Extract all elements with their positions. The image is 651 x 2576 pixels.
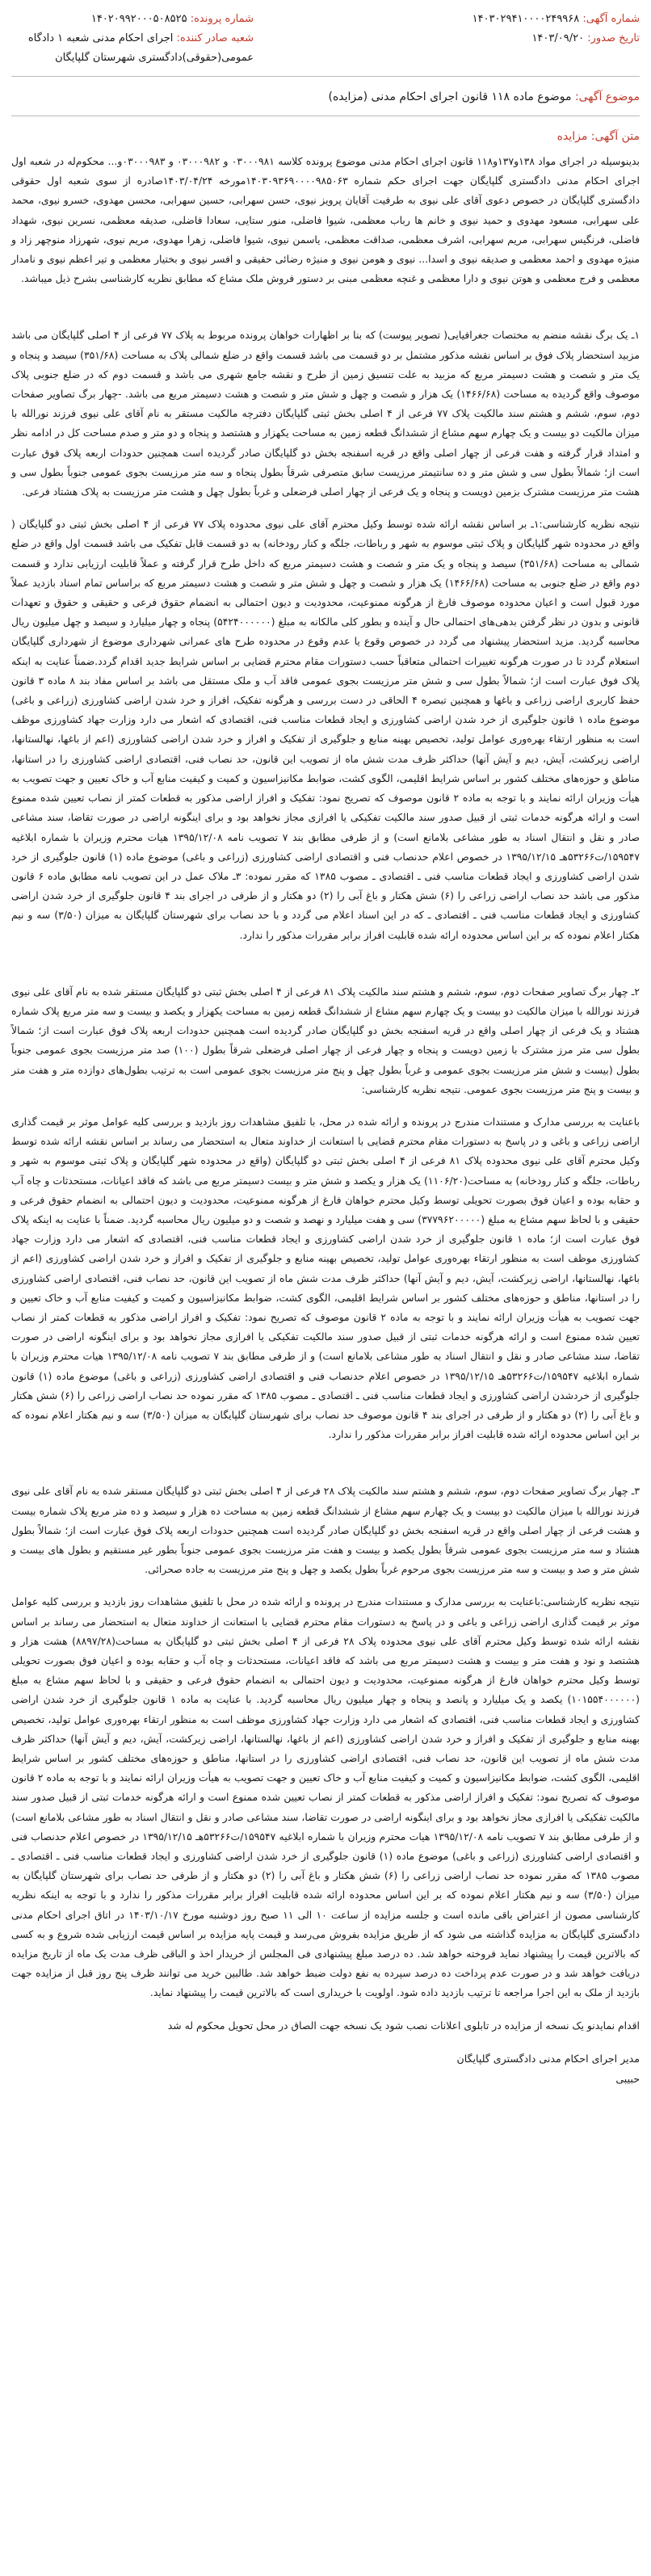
section-gap xyxy=(11,301,640,326)
header-divider xyxy=(11,76,640,77)
notice-header xyxy=(11,10,640,68)
plot-77-description: ۱ـ یک برگ نقشه منضم به مختصات جغرافیایی( تصویر پیوست) که بنا بر اظهارات خواهان پرونده مربوط به پلاک ۷۷ فرعی از ۴ اصلی گلپایگان می باشد مزبید استحضار پلاک فوق بر اساس نقشه مذکور مشتمل بر دو قسمت می باشد قسمت واقع در ضلع شمالی پلاک به مساحت (۳۵۱/۶۸) سیصد و پنجاه و یک متر و شصت و هشت دسیمتر مربع که مزبید به علت تنسیق زمین از طرح و نقشه جامع شهری می باشد و قسمت دوم که در ضلع جنوبی پلاک موصوف واقع گردیده به مساحت (۱۴۶۶/۶۸) یک هزار و شصت و چهل و شش متر و شصت و هشت دسیمتر مربع می باشد. -چهار برگ تصاویر صفحات دوم، سوم، ششم و هشتم سند مالکیت پلاک ۷۷ فرعی از ۴ اصلی بخش ثبتی گلپایگان دفترچه مالکیت مستقر به نام آقای علی نیوی فرزند نورالله با میزان مالکیت دو بیست و یک چهارم سهم مشاع از ششدانگ قطعه زمین به مساحت یکهزار و هشتصد و پنجاه و دو متر و صدم مساحت کل در ادامه نظر و امتداد قرار گرفته و هفت فرعی از چهار اصلی واقع در قریه اسفنجه بخش دو گلپایگان صادر گردیده است همچنین حدودات اربعه پلاک فوق عبارت است از؛ شمالاً بطول سی و شش متر و ده سانتیمتر مرزیست سابق متصرفی شرقاً بطول پنجاه و سه متر مرزیست بجوی عمومی جنوباً بطول سی و هشت متر مرزیست مشترک بزمین دویست و پنجاه و یک فرعی از چهار اصلی فرضعلی و غرباً بطول چهل و هشت متر مرزیست به پلاک هشتاد فرعی. xyxy=(11,329,640,498)
issue-date-line xyxy=(260,29,640,48)
intro-paragraph: بدینوسیله در اجرای مواد ۱۳۸و۱۳۷و۱۱۸ قانون اجرای احکام مدنی موضوع پرونده کلاسه ۰۳۰۰۰۹۸۱ و ۰۳۰۰۰۹۸۲ و ۰۳۰۰۰۹۸۳و... محکوم‌له در شعبه اول اجرای احکام مدنی دادگستری گلپایگان جهت اجرای حکم شماره ۱۴۰۳۰۹۳۶۹۰۰۰۰۹۸۵۰۶۳مورخه ۱۴۰۳/۰۴/۲۴صادره از سوی شعبه اول حقوقی دادگستری گلپایگان در خصوص دعوی آقای علی نیوی به طرفیت آقایان پرویز نیوی، حسن سهرابی، حسین سهرابی، محسن مهدوی، خسرو نیوی، محمد علی سهرابی، مسعود مهدوی و حمید نیوی و خانم ها رباب معظمی، شیوا فاضلی، منور ستایی، سعادا فاضلی، صدیقه معظمی، نسرین نیوی، شهداد فاضلی، فرنگیس سهرابی، مریم سهرابی، اشرف معظمی، صداقت معظمی، یاسمن نیوی، شیوا فاضلی، زهرا مهدوی، مریم نیوی، شهرزاد منوچهر زاد و منیژه مهدوی و احمد معظمی و صدیقه نیوی و اسدا... نیوی و هومن نیوی و منیژه رضائی حقیقی و افسر نیوی و بختیار معظمی و تیر اعظم نیوی و نامدار معظمی و فرج معظمی و هوتن نیوی و دارا معظمی و غنچه معظمی مبنی بر دستور فروش ملک مشاع که مطابق نظریه کارشناسی بشرح ذیل میباشد. xyxy=(11,155,640,285)
section-gap xyxy=(11,958,640,982)
notice-number-label: شماره آگهی: xyxy=(582,13,640,25)
section-gap xyxy=(11,1457,640,1481)
plot-77-expert-opinion: نتیجه نظریه کارشناسی:۱ـ بر اساس نقشه ارائه شده توسط وکیل محترم آقای علی نیوی محدوده پلاک ۷۷ فرعی از ۴ اصلی بخش ثبتی دو گلپایگان ( واقع در محدوده شهر گلپایگان و پلاک ثبتی موسوم به شهر و رباطات، جلگه و کنار رودخانه) به دو قسمت قابل تفکیک می باشد قسمت اول واقع در ضلع شمالی به مساحت (۳۵۱/۶۸) سیصد و پنجاه و یک متر و شصت و هشت دسیمتر مربع که داخل طرح قرار گرفته و عملاً قابلیت ارزیابی ندارد و قسمت دوم واقع در ضلع جنوبی به مساحت (۱۴۶۶/۶۸) یک هزار و شصت و چهل و شش متر و شصت و هشت دسیمتر مربع که براساس تمام اسناد بازدید عملاً مورد قبول است و اعیان محدوده موصوف فارغ از هرگونه ممنوعیت، محدودیت و دیون احتمالی به انضمام حقوق فرعی و حقیقی و حقوق و تعهدات قانونی و بدون در نظر گرفتن بدهی‌های احتمالی حال و آینده و بطور کلی مالکانه به مبلغ (۵۴۲۴۰۰۰۰۰۰) پنجاه و چهار میلیارد و سیصد و چهل میلیون ریال محاسبه گردید. مزید استحضار پیشنهاد می گردد در خصوص وقوع یا عدم وقوع در محدوده طرح های عمرانی شهرداری موضوع از شهرداری گلپایگان استعلام گردد تا در صورت هرگونه تغییرات احتمالی متعاقباً حسب دستورات مقام محترم قضایی بر اساس شرایط جدید اقدام گردد.ضمناً عنایت به اینکه پلاک فوق عبارت است از؛ شمالاً بطول سی و شش متر مرزیست بجوی عمومی فاقد آب و ملک مستقل می باشد بر اساس مفاد بند ۸ ماده ۳ قانون حفظ کاربری اراضی زراعی و باغها و همچنین تبصره ۴ الحاقی در دست بررسی و هرگونه تفکیک، افراز و خرد شدن اراضی کشاورزی (زراعی و باغی) موضوع ماده ۱ قانون جلوگیری از خرد شدن اراضی کشاورزی و ایجاد قطعات مناسب فنی، اقتصادی که اشعار می دارد وزارت جهاد کشاورزی موظف است به منظور ارتقاء بهره‌وری عوامل تولید، تخصیص بهینه منابع و جلوگیری از تفکیک و افراز و خرد شدن اراضی کشاورزی (اعم از باغها، نهالستانها، اراضی زیرکشت، آیش، دیم و آیش آنها) حداکثر ظرف مدت شش ماه از تصویب این قانون، حد نصاب فنی، اقتصادی اراضی کشاورزی را در استانها، مناطق و حوزه‌های مختلف کشور بر اساس شرایط اقلیمی، الگوی کشت، ضوابط مکانیزاسیون و کمیت و کیفیت منابع آب و خاک تعیین و جهت تصویب به هیأت وزیران ارائه نمایند و با توجه به ماده ۲ قانون موصوف که تصریح نمود: تفکیک و افراز اراضی مذکور به قطعات کمتر از نصاب تعیین شده ممنوع است و ارائه هرگونه خدمات ثبتی از قبیل صدور سند مالکیت تفکیکی یا افرازی مجاز نخواهد بود و برای اینگونه اراضی در صورت تقاضا، سند مشاعی صادر و نقل و انتقال اسناد به طور مشاعی بلامانع است) و از طرفی مطابق بند ۷ تصویب نامه ۱۳۹۵/۱۲/۰۸ هیات محترم وزیران با شماره ابلاغیه ۱۵۹۵۴۷/ت۵۳۲۶۶هـ ۱۳۹۵/۱۲/۱۵ در خصوص اعلام حدنصاب فنی و اقتصادی اراضی کشاورزی (زراعی و باغی) موضوع ماده (۱) قانون جلوگیری از خرد شدن اراضی کشاورزی و ایجاد قطعات مناسب فنی ـ اقتصادی ـ مصوب ۱۳۸۵ که مقرر نموده: ۳ـ ملاک عمل در این تصویب نامه مطابق ماده ۶ قانون مذکور می باشد حد نصاب اراضی زراعی را (۶) شش هکتار و باغ آبی را (۲) دو هکتار و از طرفی در اجرای بند ۴ قانون جلوگیری از خرد شدن اراضی کشاورزی و ایجاد قطعات مناسب فنی ـ اقتصادی ـ که در این اسناد اعلام می گردد و با حد نصاب برای شهرستان گلپایگان به میزان (۳/۵۰) سه و نیم هکتار اعلام نموده که بر این اساس محدوده ارائه شده قابلیت افراز برابر مقررات مذکور را ندارد. xyxy=(11,518,640,941)
plot-28-expert-opinion: نتیجه نظریه کارشناسی:باعنایت به بررسی مدارک و مستندات مندرج در پرونده و ارائه شده در محل با تلفیق مشاهدات روز بازدید و بررسی کلیه عوامل موثر بر قیمت گذاری اراضی زراعی و باغی و در پاسخ به دستورات مقام محترم قضایی با استعانت از خداوند متعال به استحضار می رساند بر اساس نقشه ارائه شده توسط وکیل محترم آقای علی نیوی محدوده پلاک ۲۸ فرعی از ۴ اصلی بخش ثبتی دو گلپایگان به مساحت(۸۸۹۷/۲۸) هشت هزار و هشتصد و نود و هفت متر و بیست و هشت دسیمتر مربع می باشد که فاقد اعیانات، مستحدثات و چاه آب و حقابه بوده و اعیان فوق بصورت تحویلی توسط وکیل محترم خواهان فارغ از هرگونه ممنوعیت، محدودیت و دیون احتمالی به انضمام حقوق فرعی و حقیقی و با لحاظ سهم مشاع به مبلغ (۱۰۱۵۵۴۰۰۰۰۰۰) یکصد و یک میلیارد و پانصد و پنجاه و چهار میلیون ریال محاسبه گردید. با عنایت به ماده ۱ قانون جلوگیری از خرد شدن اراضی کشاورزی و ایجاد قطعات مناسب فنی، اقتصادی که اشعار می دارد وزارت جهاد کشاورزی موظف است به منظور ارتقاء بهره‌وری عوامل تولید، تخصیص بهینه منابع و جلوگیری از تفکیک و افراز و خرد شدن اراضی کشاورزی (اعم از باغها، نهالستانها، اراضی زیرکشت، آیش، دیم و آیش آنها) حداکثر ظرف مدت شش ماه از تصویب این قانون، حد نصاب فنی، اقتصادی اراضی کشاورزی را در استانها، مناطق و حوزه‌های مختلف کشور بر اساس شرایط اقلیمی، الگوی کشت، ضوابط مکانیزاسیون و کمیت و کیفیت منابع آب و خاک تعیین و جهت تصویب به هیأت وزیران ارائه نمایند و با توجه به ماده ۲ قانون موصوف که تصریح نمود: تفکیک و افراز اراضی مذکور به قطعات کمتر از نصاب تعیین شده ممنوع است و ارائه هرگونه خدمات ثبتی از قبیل صدور سند مالکیت تفکیکی یا افرازی مجاز نخواهد بود و برای اینگونه اراضی در صورت تقاضا، سند مشاعی صادر و نقل و انتقال اسناد به طور مشاعی بلامانع است) و از طرفی مطابق بند ۷ تصویب نامه ۱۳۹۵/۱۲/۰۸ هیات محترم وزیران با شماره ابلاغیه ۱۵۹۵۴۷/ت۵۳۲۶۶هـ ۱۳۹۵/۱۲/۱۵ در خصوص اعلام حدنصاب فنی و اقتصادی اراضی کشاورزی (زراعی و باغی) موضوع ماده (۱) قانون جلوگیری از خرد شدن اراضی کشاورزی و ایجاد قطعات مناسب فنی ـ اقتصادی ـ مصوب ۱۳۸۵ که مقرر نموده حد نصاب اراضی زراعی را (۶) شش هکتار و باغ آبی را (۲) دو هکتار و از طرفی حد نصاب برای شهرستان گلپایگان به میزان (۳/۵۰) سه و نیم هکتار اعلام نموده که بر این اساس محدوده ارائه شده قابلیت افراز برابر مقررات مذکور را ندارد و با توجه به اینکه نظریه کارشناسی مصون از اعتراض باقی مانده است و جلسه مزایده از ساعت ۱۰ الی ۱۱ صبح روز دوشنبه مورخ ۱۴۰۳/۱۰/۱۷ در اتاق اجرای احکام مدنی دادگستری گلپایگان به مزایده گذاشته می شود که از طریق مزایده بفروش می‌رسد و قیمت پایه مزایده بر اساس قیمت ارزیابی شده شروع و به کسی که بالاترین قیمت را پیشنهاد نماید فروخته خواهد شد. ده درصد مبلغ پیشنهادی فی المجلس از خریدار اخذ و الباقی ظرف مدت یک ماه از تاریخ مزایده دریافت خواهد شد و در صورت عدم پرداخت ده درصد سپرده به نفع دولت ضبط خواهد شد. طالبین خرید می توانند ظرف پنج روز قبل از مزایده جهت بازدید از ملک به این اجرا مراجعه تا ترتیب بازدید داده شود. اولویت با خریداری است که بالاترین قیمت را پیشنهاد نماید. xyxy=(11,1595,640,1999)
notice-number-line xyxy=(260,10,640,29)
issuing-branch-label: شعبه صادر کننده: xyxy=(176,32,254,44)
plot-81-description: ۲ـ چهار برگ تصاویر صفحات دوم، سوم، ششم و هشتم سند مالکیت پلاک ۸۱ فرعی از ۴ اصلی بخش ثبتی دو گلپایگان مستقر شده به نام آقای علی نیوی فرزند نورالله با میزان مالکیت دو بیست و یک چهارم سهم مشاع از ششدانگ قطعه زمین به مساحت یکهزار و یکصد و بیست و سه متر مربع پلاک شماره هشتاد و یک فرعی از چهار اصلی واقع در قریه اسفنجه بخش دو گلپایگان صادر گردیده است همچنین حدودات اربعه پلاک فوق عبارت است از؛ شمالاً بطول سی متر مرز مشترک با زمین دویست و پنجاه و چهار فرعی از چهار اصلی فرضعلی شرقاً بطول (۱۰۰) صد متر مرزیست بجوی عمومی جنوباً بطول (بیست و شش متر مرزیست بجوی عمومی و غرباً بطول چهل و پنج متر مرزیست بجوی عمومی است به ترتیب بطول‌های دوازده متر و هفت متر و بیست و پنج متر مرزیست بجوی عمومی. نتیجه نظریه کارشناسی: xyxy=(11,985,640,1095)
subject-text: موضوع ماده ۱۱۸ قانون اجرای احکام مدنی (مزایده) xyxy=(328,90,572,103)
notice-body-title: متن آگهی: مزایده xyxy=(556,130,640,143)
posting-instruction: اقدام نمایدنو یک نسخه از مزایده در تابلوی اعلانات نصب شود یک نسخه جهت الصاق در محل تحویل محکوم له شد xyxy=(167,2019,640,2032)
notice-subject xyxy=(11,86,640,107)
case-number-line xyxy=(11,10,254,29)
case-number-value: ۱۴۰۲۰۹۹۲۰۰۰۵۰۸۵۲۵ xyxy=(90,13,187,25)
issue-date-label: تاریخ صدور: xyxy=(587,32,640,44)
case-number-label: شماره پرونده: xyxy=(190,13,254,25)
header-left-column xyxy=(11,10,254,68)
issue-date-value: ۱۴۰۳/۰۹/۲۰ xyxy=(531,32,585,44)
plot-28-description: ۳ـ چهار برگ تصاویر صفحات دوم، سوم، ششم و هشتم سند مالکیت پلاک ۲۸ فرعی از ۴ اصلی بخش ثبتی دو گلپایگان مستقر شده به نام آقای علی نیوی فرزند نورالله با میزان مالکیت دو بیست و یک چهارم سهم مشاع از ششدانگ قطعه زمین به مساحت ده هزار و سیصد و ده متر مربع پلاک شماره بیست و هشت فرعی از چهار اصلی واقع در قریه اسفنجه بخش دو گلپایگان صادر گردیده است همچنین حدودات اربعه پلاک فوق عبارت است از؛ شمالاً بطول هشتاد و سه متر مرزیست بجوی عمومی شرقاً بطول یکصد و بیست و هفت متر مرزیست بجوی عمومی جنوباً بطور غیر مستقیم و بطول های بیست و شش متر و صد و بیست و سه متر مرزیست بجوی مرحوم غرباً بطول یکصد و چهل و پنج متر مرزیست به جاده صحرائی. xyxy=(11,1485,640,1576)
subject-label: موضوع آگهی: xyxy=(574,90,640,103)
header-right-column xyxy=(260,10,640,48)
notice-number-value: ۱۴۰۳۰۲۹۴۱۰۰۰۰۲۴۹۹۶۸ xyxy=(472,13,580,25)
signature-line: مدیر اجرای احکام مدنی دادگستری گلپایگان xyxy=(456,2052,640,2065)
issuing-branch-line xyxy=(11,29,254,68)
plot-81-expert-opinion: باعنایت به بررسی مدارک و مستندات مندرج در پرونده و ارائه شده در محل، با تلفیق مشاهدات روز بازدید و بررسی کلیه عوامل موثر بر قیمت گذاری اراضی زراعی و باغی و در پاسخ به دستورات مقام محترم قضایی با استعانت از خداوند متعال به استحضار می رساند بر اساس نقشه ارائه شده توسط وکیل محترم آقای علی نیوی محدوده پلاک ۸۱ فرعی از ۴ اصلی بخش ثبتی دو گلپایگان (واقع در محدوده شهر گلپایگان و پلاک ثبتی موسوم به شهر و رباطات، جلگه و کنار رودخانه) به مساحت(۱۱۰۶/۲۰) یک هزار و یکصد و شش متر و بیست دسیمتر مربع می باشد که فاقد اعیانات، مستحدثات و چاه آب و حقابه بوده و اعیان فوق بصورت تحویلی توسط وکیل محترم خواهان فارغ از هرگونه ممنوعیت، محدودیت و دیون احتمالی به انضمام حقوق فرعی و حقیقی و با لحاظ سهم مشاع به مبلغ (۳۷۷۹۶۲۰۰۰۰۰) سی و هفت میلیارد و نهصد و شصت و دو میلیون ریال محاسبه گردید. ضمناً با عنایت به اینکه پلاک فوق عبارت است از؛ ماده ۱ قانون جلوگیری از خرد شدن اراضی کشاورزی و ایجاد قطعات مناسب فنی، اقتصادی که اشعار می دارد وزارت جهاد کشاورزی موظف است به منظور ارتقاء بهره‌وری عوامل تولید، تخصیص بهینه منابع و جلوگیری از تفکیک و افراز و خرد شدن اراضی کشاورزی (اعم از باغها، نهالستانها، اراضی زیرکشت، آیش، دیم و آیش آنها) حداکثر ظرف مدت شش ماه از تصویب این قانون، حد نصاب فنی، اقتصادی اراضی کشاورزی را در استانها، مناطق و حوزه‌های مختلف کشور بر اساس شرایط اقلیمی، الگوی کشت، ضوابط مکانیزاسیون و کمیت و کیفیت منابع آب و خاک تعیین و جهت تصویب به هیأت وزیران ارائه نمایند و با توجه به ماده ۲ قانون موصوف که تصریح نمود: تفکیک و افراز اراضی مذکور به قطعات کمتر از نصاب تعیین شده ممنوع است و ارائه هرگونه خدمات ثبتی از قبیل صدور سند مالکیت تفکیکی یا افرازی مجاز نخواهد بود و برای اینگونه اراضی در صورت تقاضا، سند مشاعی صادر و نقل و انتقال اسناد به طور مشاعی بلامانع است) و از طرفی مطابق بند ۷ تصویب نامه ۱۳۹۵/۱۲/۰۸ هیات محترم وزیران با شماره ابلاغیه ۱۵۹۵۴۷/ت۵۳۲۶۶هـ ۱۳۹۵/۱۲/۱۵ در خصوص اعلام حدنصاب فنی و اقتصادی اراضی کشاورزی (زراعی و باغی) موضوع ماده (۱) قانون جلوگیری از خردشدن اراضی کشاورزی و ایجاد قطعات مناسب فنی ـ اقتصادی ـ مصوب ۱۳۸۵ که مقرر نموده حد نصاب اراضی زراعی را (۶) شش هکتار و باغ آبی را (۲) دو هکتار و از طرفی در اجرای بند ۴ قانون موصوف حد نصاب برای شهرستان گلپایگان به میزان (۳/۵۰) سه و نیم هکتار اعلام نموده که بر این اساس محدوده ارائه شده قابلیت افراز برابر مقررات مذکور را ندارد. xyxy=(11,1115,640,1441)
signatory-name: حبیبی xyxy=(615,2072,640,2085)
issuing-branch-value: اجرای احکام مدنی شعبه ۱ دادگاه عمومی(حقوقی)دادگستری شهرستان گلپایگان xyxy=(27,32,254,64)
